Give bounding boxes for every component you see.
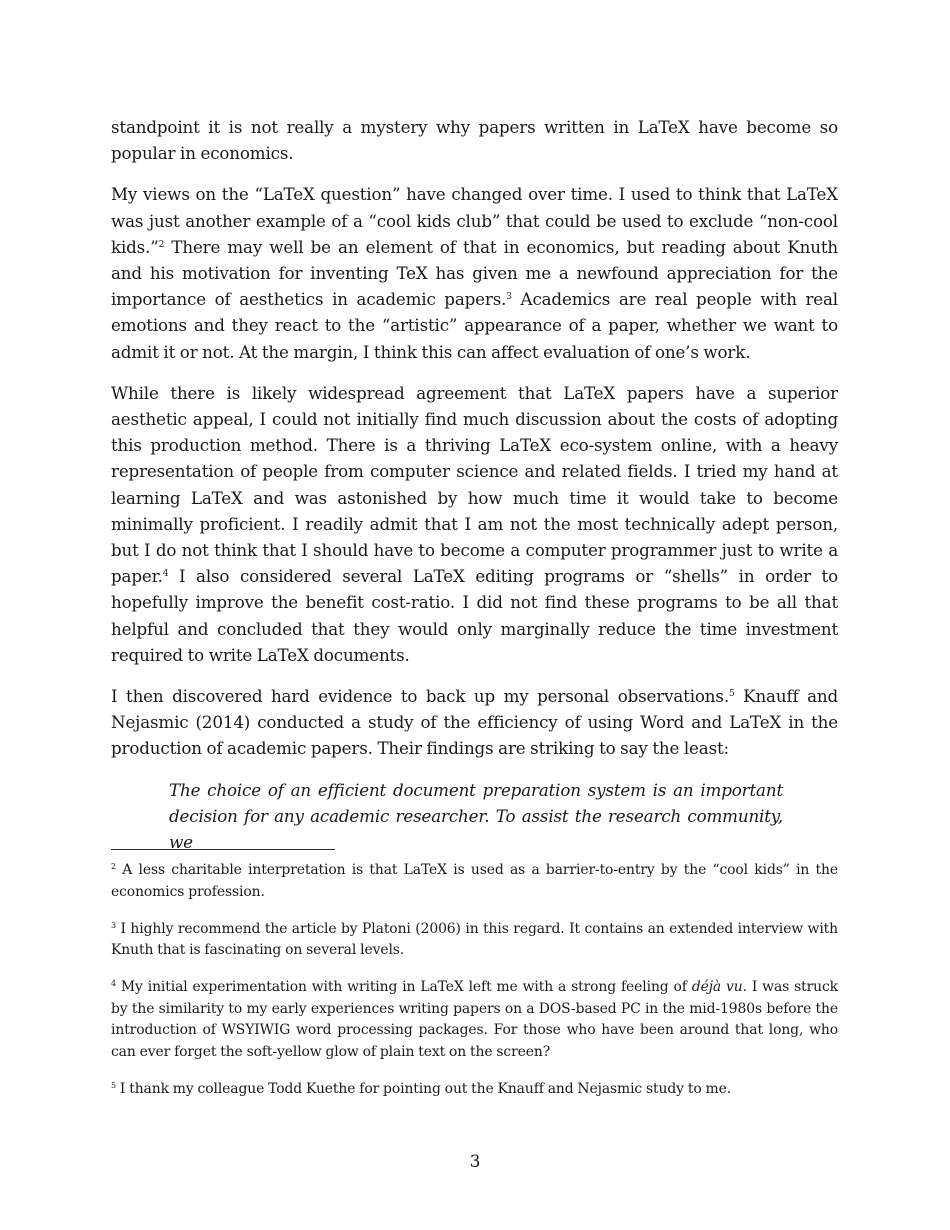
paragraph-1-text: standpoint it is not really a mystery why papers written in LaTeX have become so popular in economics. <box>111 117 838 164</box>
footnote-ref-4[interactable]: 4 <box>162 569 169 580</box>
paragraph-2 <box>111 181 838 364</box>
footnote-text-a: My initial experimentation with writing in LaTeX left me with a strong feeling of <box>116 979 692 995</box>
footnote-ref-3[interactable]: 3 <box>506 292 512 303</box>
paragraph-3-text-a: While there is likely widespread agreement that LaTeX papers have a superior aesthetic appeal, I could not initially find much discussion about the costs of adopting this production method. There is a thriving LaTeX eco-system online, with a heavy representation of people from computer science and related fields. I tried my hand at learning LaTeX and was astonished by how much time it would take to become minimally proficient. I readily admit that I am not the most technically adept person, but I do not think that I should have to become a computer programmer just to write a paper. <box>111 382 838 587</box>
footnote-mark: 4 <box>111 979 116 988</box>
paragraph-2-text-c: Academics are real people with real emotions and they react to the “artistic” appearance of a paper, whether we want to admit it or not. At the margin, I think this can affect evaluation of one’s work. <box>111 289 838 362</box>
paragraph-4-text-a: I then discovered hard evidence to back up my personal observations. <box>111 686 729 707</box>
paragraph-3-text-b: I also considered several LaTeX editing programs or “shells” in order to hopefully improve the benefit cost-ratio. I did not find these programs to be all that helpful and concluded that they would only marginally reduce the time investment required to write LaTeX documents. <box>111 566 838 665</box>
page-number: 3 <box>469 1151 481 1171</box>
footnote-ref-5[interactable]: 5 <box>728 689 735 700</box>
paragraph-2-text-b: There may well be an element of that in economics, but reading about Knuth and his motivation for inventing TeX has given me a newfound appreciation for the importance of aesthetics in academic papers. <box>111 236 838 310</box>
footnote-mark: 5 <box>111 1080 116 1090</box>
paragraph-4 <box>111 683 838 762</box>
footnote-5 <box>111 1079 838 1101</box>
block-quote: The choice of an efficient document preparation system is an important decision for any academic researcher. To assist the research community, we <box>169 779 783 853</box>
footnote-4 <box>111 977 838 1063</box>
footnote-mark: 2 <box>111 862 116 871</box>
footnote-divider <box>111 849 335 850</box>
footnote-3 <box>111 919 838 962</box>
footnote-emphasis: déjà vu <box>691 979 743 995</box>
footnote-text-b: . I was struck by the similarity to my early experiences writing papers on a DOS-based PC in the mid-1980s before the introduction of WSYIWIG word processing packages. For those who have been around that long, who can ever forget the soft-yellow glow of plain text on the screen? <box>111 979 838 1060</box>
page-body <box>111 114 838 855</box>
paragraph-4-text-b: Knauff and Nejasmic (2014) conducted a study of the efficiency of using Word and LaTeX in the production of academic papers. Their findings are striking to say the least: <box>111 686 839 759</box>
footnote-mark: 3 <box>111 920 116 930</box>
footnote-text: A less charitable interpretation is that LaTeX is used as a barrier-to-entry by the “cool kids” in the economics profession. <box>111 862 838 900</box>
footnote-2 <box>111 860 838 903</box>
footnote-text: I highly recommend the article by Platoni (2006) in this regard. It contains an extended interview with Knuth that is fascinating on several levels. <box>111 920 838 958</box>
paragraph-1 <box>111 114 838 166</box>
paragraph-3 <box>111 380 838 668</box>
paragraph-2-text-a: My views on the “LaTeX question” have changed over time. I used to think that LaTeX was just another example of a “cool kids club” that could be used to exclude “non-cool kids.” <box>111 184 838 257</box>
footnotes <box>111 860 838 1116</box>
footnote-text: I thank my colleague Todd Kuethe for pointing out the Knauff and Nejasmic study to me. <box>116 1080 732 1097</box>
footnote-ref-2[interactable]: 2 <box>158 239 165 250</box>
